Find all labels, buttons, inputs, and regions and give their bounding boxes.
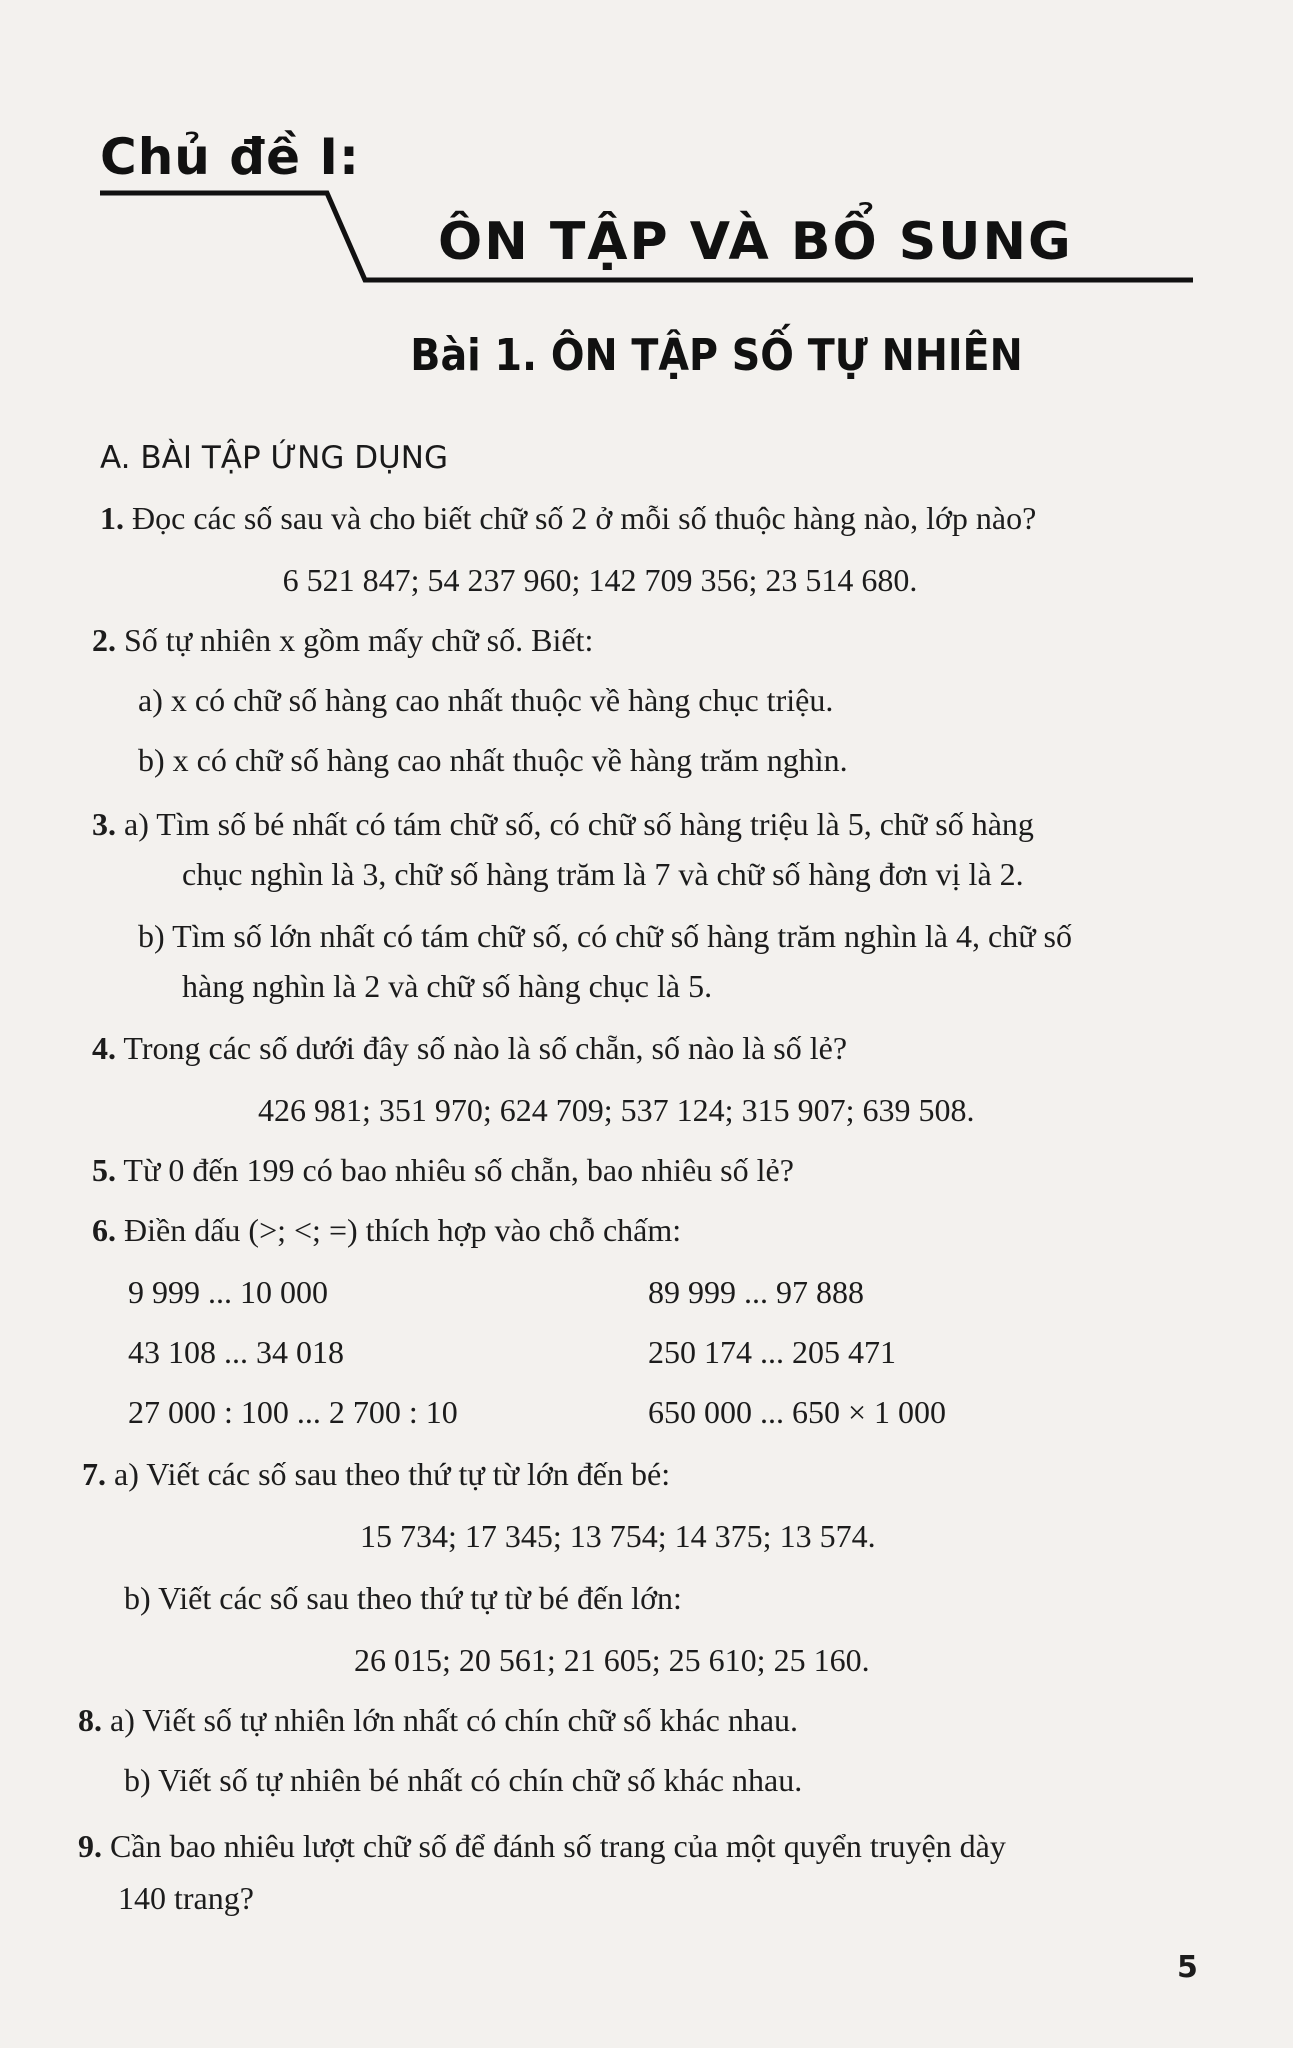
exercise-number: 9. [78,1828,102,1864]
exercise-9-line2: 140 trang? [118,1880,254,1916]
exercise-8a: a) Viết số tự nhiên lớn nhất có chín chữ số khác nhau. [110,1702,799,1738]
exercise-3a-line1: a) Tìm số bé nhất có tám chữ số, có chữ số hàng triệu là 5, chữ số hàng [124,806,1034,842]
exercise-7b: b) Viết các số sau theo thứ tự từ bé đến lớn: [124,1580,682,1616]
exercise-9 [78,1828,1006,1865]
exercise-7a-numbers: 15 734; 17 345; 13 754; 14 375; 13 574. [360,1518,876,1554]
exercise-8b: b) Viết số tự nhiên bé nhất có chín chữ số khác nhau. [124,1762,803,1798]
exercise-number: 2. [92,622,116,658]
exercise-text: Số tự nhiên x gồm mấy chữ số. Biết: [124,622,594,658]
exercise-text: Từ 0 đến 199 có bao nhiêu số chẵn, bao nhiêu số lẻ? [123,1152,794,1188]
exercise-4 [92,1030,847,1067]
exercise-7a: a) Viết các số sau theo thứ tự từ lớn đến bé: [114,1456,671,1492]
lesson-title: Bài 1. ÔN TẬP SỐ TỰ NHIÊN [410,330,1023,381]
exercise-3a-line2: chục nghìn là 3, chữ số hàng trăm là 7 và chữ số hàng đơn vị là 2. [182,856,1024,892]
exercise-2b: b) x có chữ số hàng cao nhất thuộc về hàng trăm nghìn. [138,742,848,778]
comparison-5: 27 000 : 100 ... 2 700 : 10 [128,1394,458,1430]
exercise-1 [100,500,1036,537]
exercise-text: Trong các số dưới đây số nào là số chẵn, số nào là số lẻ? [123,1030,848,1066]
exercise-3b-line1: b) Tìm số lớn nhất có tám chữ số, có chữ số hàng trăm nghìn là 4, chữ số [138,918,1072,954]
exercise-number: 1. [100,500,124,536]
section-title: A. BÀI TẬP ỨNG DỤNG [100,440,448,476]
exercise-text: Điền dấu (>; <; =) thích hợp vào chỗ chấm: [124,1212,682,1248]
exercise-number: 6. [92,1212,116,1248]
comparison-6: 650 000 ... 650 × 1 000 [648,1394,947,1430]
exercise-number: 4. [92,1030,116,1066]
exercise-5 [92,1152,794,1189]
exercise-number: 3. [92,806,116,842]
comparison-2: 89 999 ... 97 888 [648,1274,864,1310]
comparison-4: 250 174 ... 205 471 [648,1334,896,1370]
exercise-number: 8. [78,1702,102,1738]
exercise-7b-numbers: 26 015; 20 561; 21 605; 25 610; 25 160. [354,1642,870,1678]
exercise-text: Đọc các số sau và cho biết chữ số 2 ở mỗi số thuộc hàng nào, lớp nào? [132,500,1037,536]
exercise-1-numbers: 6 521 847; 54 237 960; 142 709 356; 23 514 680. [282,562,918,598]
exercise-number: 7. [82,1456,106,1492]
exercise-4-numbers: 426 981; 351 970; 624 709; 537 124; 315 907; 639 508. [258,1092,975,1128]
exercise-8 [78,1702,798,1739]
exercise-9-line1: Cần bao nhiêu lượt chữ số để đánh số trang của một quyển truyện dày [110,1828,1006,1864]
comparison-3: 43 108 ... 34 018 [128,1334,344,1370]
exercise-3b-line2: hàng nghìn là 2 và chữ số hàng chục là 5. [182,968,713,1004]
exercise-number: 5. [92,1152,116,1188]
topic-label: Chủ đề I: [100,128,361,186]
page-number: 5 [1177,1950,1198,1985]
exercise-7 [82,1456,670,1493]
exercise-2 [92,622,593,659]
exercise-3 [92,806,1034,843]
exercise-2a: a) x có chữ số hàng cao nhất thuộc về hàng chục triệu. [138,682,834,718]
comparison-1: 9 999 ... 10 000 [128,1274,328,1310]
topic-title: ÔN TẬP VÀ BỔ SUNG [438,212,1073,272]
exercise-6 [92,1212,681,1249]
